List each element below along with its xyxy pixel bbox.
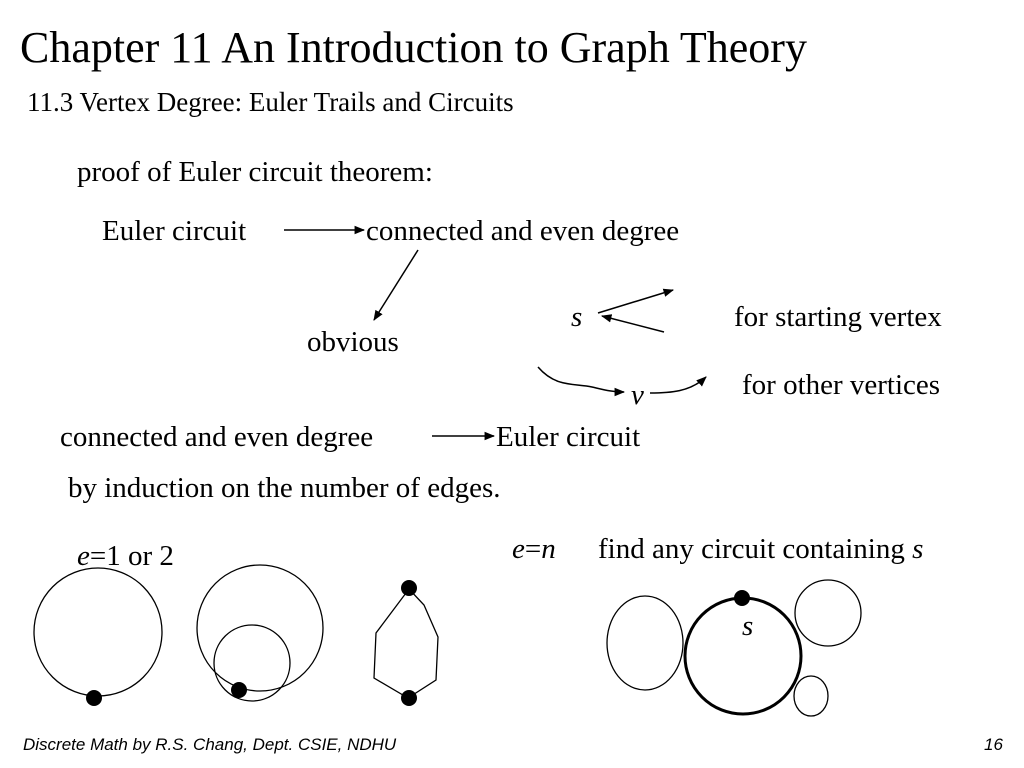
slide-title: Chapter 11 An Introduction to Graph Theory [20, 23, 807, 72]
proof-heading: proof of Euler circuit theorem: [77, 156, 433, 188]
line1-right-text: connected and even degree [366, 215, 680, 247]
parallel-edges-shape [374, 589, 438, 698]
find-circuit-text: find any circuit containing s [598, 533, 924, 565]
parallel-edges-bottom-vertex [401, 690, 417, 706]
s-incoming-arrow [602, 316, 664, 332]
main-circuit [685, 598, 801, 714]
component-top-right [795, 580, 861, 646]
footer-credit: Discrete Math by R.S. Chang, Dept. CSIE, NDHU [23, 735, 397, 754]
starting-vertex-text: for starting vertex [734, 301, 942, 333]
inductive-case-label: e=n [512, 533, 556, 565]
loop-graph-circle [34, 568, 162, 696]
v-vertex-label: v [631, 379, 644, 411]
slide-subtitle: 11.3 Vertex Degree: Euler Trails and Circuits [27, 87, 514, 117]
loop-graph-vertex [86, 690, 102, 706]
s-vertex-label: s [571, 301, 583, 333]
double-loop-vertex [231, 682, 247, 698]
page-number: 16 [984, 735, 1003, 754]
base-case-label: e=1 or 2 [77, 540, 174, 572]
obvious-text: obvious [307, 326, 399, 358]
obvious-arrow [374, 250, 418, 320]
line2-left-text: connected and even degree [60, 421, 374, 453]
induction-text: by induction on the number of edges. [68, 472, 501, 504]
s-outgoing-arrow [598, 290, 673, 313]
parallel-edges-top-vertex [401, 580, 417, 596]
line2-right-text: Euler circuit [496, 421, 641, 453]
double-loop-outer-circle [197, 565, 323, 691]
double-loop-inner-circle [214, 625, 290, 701]
circuit-s-label: s [742, 610, 754, 642]
component-bottom-right [794, 676, 828, 716]
circuit-vertex-s [734, 590, 750, 606]
line1-left-text: Euler circuit [102, 215, 247, 247]
other-vertices-text: for other vertices [742, 369, 941, 401]
v-outgoing-arrow [650, 377, 706, 393]
component-left [607, 596, 683, 690]
v-incoming-arrow [538, 367, 624, 392]
